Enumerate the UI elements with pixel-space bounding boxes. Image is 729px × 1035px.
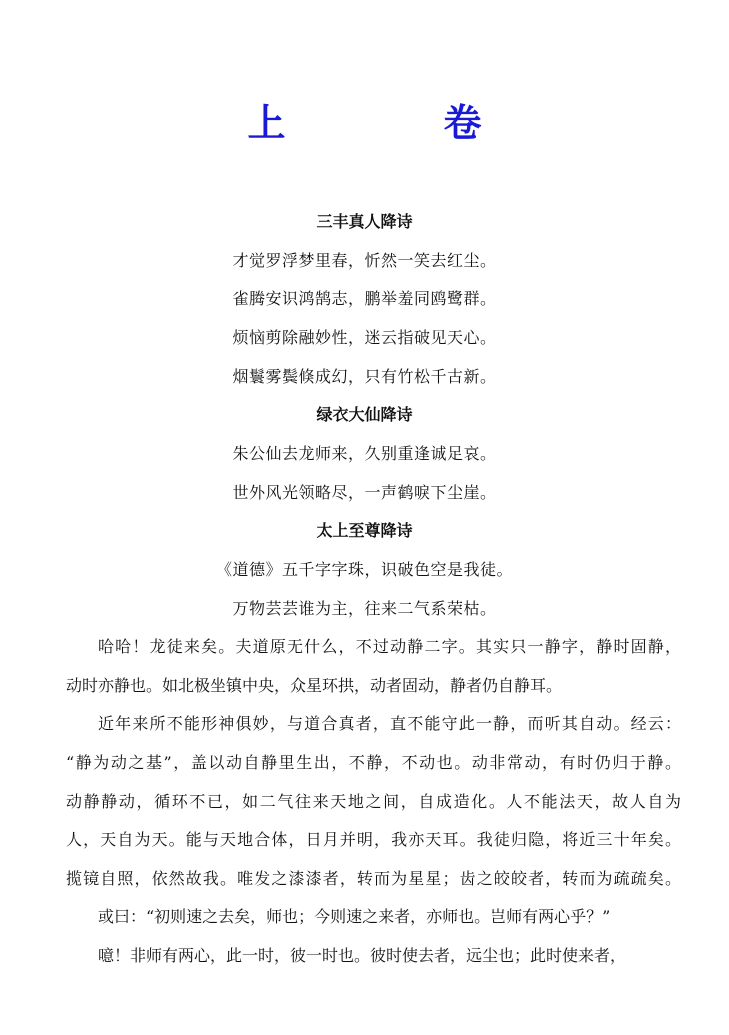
prose-line: 揽镜自照，依然故我。唯发之漆漆者，转而为星星；齿之皎皎者，转而为疏疏矣。 <box>66 869 681 888</box>
prose-line: 人，天自为天。能与天地合体，日月并明，我亦天耳。我徒归隐，将近三十年矣。 <box>66 830 681 849</box>
poem-verse: 朱公仙去龙师来，久别重逢诚足哀。 <box>232 444 497 463</box>
poem-verse: 才觉罗浮梦里春，忻然一笑去红尘。 <box>232 251 497 270</box>
poem-verse: 《道德》五千字字珠，识破色空是我徒。 <box>215 560 513 579</box>
prose-line: 近年来所不能形神俱妙，与道合真者，直不能守此一静，而听其自动。经云： <box>98 714 681 733</box>
poem-verse: 万物芸芸谁为主，往来二气系荣枯。 <box>232 599 497 618</box>
poem-title: 太上至尊降诗 <box>316 521 413 540</box>
poem-verse: 雀腾安识鸿鹄志，鹏举羞同鸥鹭群。 <box>232 289 497 308</box>
poem-title: 三丰真人降诗 <box>316 212 413 231</box>
prose-line: 或曰：“初则速之去矣，师也；今则速之来者，亦师也。岂师有两心乎？” <box>98 907 611 926</box>
poem-title: 绿衣大仙降诗 <box>316 405 413 424</box>
prose-line: 噫！非师有两心，此一时，彼一时也。彼时使去者，远尘也；此时使来者， <box>98 946 627 965</box>
prose-line: 动静静动，循环不已，如二气往来天地之间，自成造化。人不能法天，故人自为 <box>66 792 681 811</box>
chapter-title: 上 卷 <box>247 101 542 145</box>
poem-verse: 烟鬟雾鬓倏成幻，只有竹松千古新。 <box>232 367 497 386</box>
poem-verse: 烦恼剪除融妙性，迷云指破见天心。 <box>232 328 497 347</box>
poem-verse: 世外风光领略尽，一声鹤唳下尘崖。 <box>232 483 497 502</box>
prose-line: 动时亦静也。如北极坐镇中央，众星环拱，动者固动，静者仍自静耳。 <box>66 676 563 695</box>
prose-line: 哈哈！龙徒来矣。夫道原无什么，不过动静二字。其实只一静字，静时固静， <box>98 637 681 656</box>
prose-line: “静为动之基”，盖以动自静里生出，不静，不动也。动非常动，有时仍归于静。 <box>66 753 681 772</box>
